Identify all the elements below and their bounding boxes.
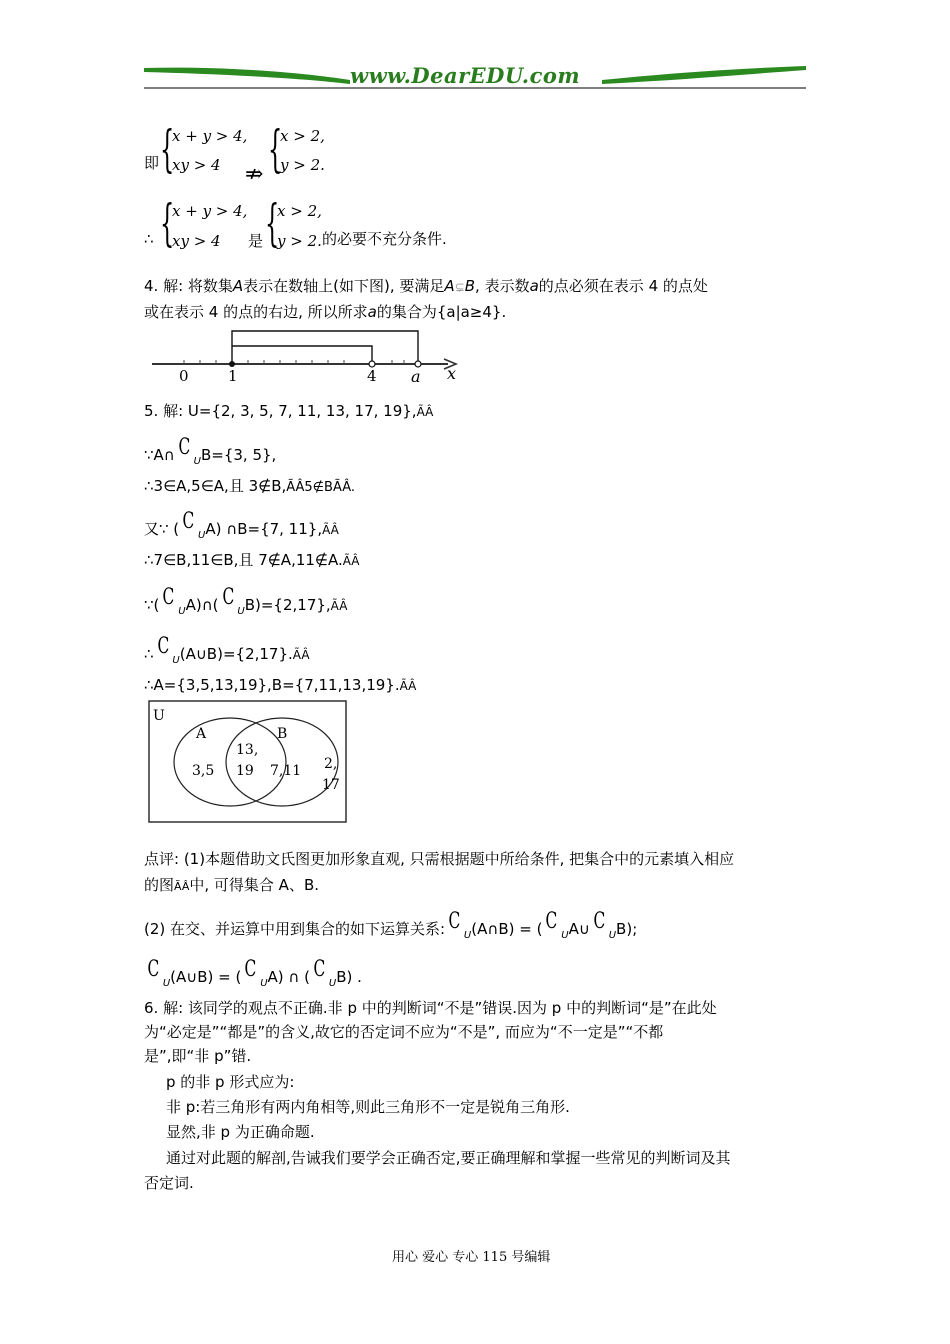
venn-a-only: 3,5	[192, 763, 215, 779]
q5-line6: ∵( $C_UA)\cap$( $C_UB)=\{2,17\},ÃÂ$	[144, 585, 348, 617]
block2-prefix: ∴	[144, 230, 154, 248]
garbled-glyph: ÃÂ	[416, 405, 434, 419]
q6-line3: 是”,即“非 p”错.	[144, 1047, 252, 1065]
comment-line4: $C_U(A\cup B)$ = ( $C_UA$) ∩ ( $C_UB$) .	[147, 957, 362, 989]
venn-svg	[148, 700, 348, 824]
complement-symbol: C	[545, 909, 558, 934]
q6-line6: 显然,非 p 为正确命题.	[166, 1123, 315, 1141]
complement-symbol: C	[448, 909, 461, 934]
block1-prefix: 即	[144, 154, 160, 172]
venn-outside-1: 2,	[324, 756, 338, 772]
complement-symbol: C	[157, 634, 169, 659]
right-brace: {	[268, 120, 283, 178]
block1-right-row1: x > 2,	[280, 127, 325, 145]
tick-label-0: 0	[179, 367, 189, 385]
q6-line5: 非 p:若三角形有两内角相等,则此三角形不一定是锐角三角形.	[166, 1098, 570, 1116]
block2-right-row1: x > 2,	[277, 202, 322, 220]
complement-symbol: C	[178, 435, 191, 460]
complement-symbol: C	[182, 509, 195, 534]
axis-label-x: x	[447, 364, 457, 383]
venn-outside-2: 17	[322, 777, 340, 793]
not-implies-symbol: ⇏	[245, 162, 264, 187]
comment-line3: (2) 在交、并运算中用到集合的如下运算关系: $C_U(A\cap B)$ = ( $C_UA\cup$ $C_UB$);	[144, 909, 638, 941]
right-brace: {	[265, 194, 280, 252]
comment-line2: 的图ÃÂ中, 可得集合 A、B.	[144, 876, 319, 894]
q6-line2: 为“必定是”“都是”的含义,故它的否定词不应为“不是”, 而应为“不一定是”“不都	[144, 1023, 664, 1041]
tick-label-4: 4	[367, 367, 377, 385]
block2-mid: 是	[248, 232, 264, 250]
left-brace: {	[160, 194, 175, 252]
proper-subset-symbol: ⊊	[454, 280, 465, 294]
block2-right-row2: y > 2.	[277, 232, 322, 250]
block1-left-row2: xy > 4	[172, 156, 221, 174]
left-brace: {	[160, 120, 175, 178]
complement-symbol: C	[244, 957, 257, 982]
tick-label-a: a	[411, 367, 421, 386]
complement-symbol: C	[147, 957, 160, 982]
venn-set-a-label: A	[196, 726, 207, 742]
venn-intersection-1: 13,	[236, 742, 259, 758]
page-footer: 用心 爱心 专心 115 号编辑	[392, 1250, 551, 1265]
venn-b-only: 7,11	[270, 763, 302, 779]
block2-left-row2: xy > 4	[172, 232, 221, 250]
venn-intersection-2: 19	[236, 763, 254, 779]
q5-line5: ∴7∈B,11∈B,且 7∉A,11∉A.ÃÂ	[144, 551, 360, 569]
tick-label-1: 1	[228, 367, 238, 385]
complement-symbol: C	[162, 585, 175, 610]
block1-right-row2: y > 2.	[280, 156, 325, 174]
block1-left-row1: x + y > 4,	[172, 127, 248, 145]
complement-symbol: C	[593, 909, 606, 934]
header-site-name: www.DearEDU.com	[350, 63, 581, 88]
q5-line8: ∴A={3,5,13,19},B={7,11,13,19}.ÃÂ	[144, 676, 417, 694]
q5-line3: ∴3∈A,5∈A,且 3∉B,ÃÂ5∉BÃÂ.	[144, 477, 355, 495]
block2-suffix: 的必要不充分条件.	[322, 230, 447, 248]
q6-line4: p 的非 p 形式应为:	[166, 1073, 295, 1091]
q6-line8: 否定词.	[144, 1174, 194, 1192]
complement-symbol: C	[313, 957, 326, 982]
venn-universe-label: U	[153, 708, 165, 724]
q6-line1: 6. 解: 该同学的观点不正确.非 p 中的判断词“不是”错误.因为 p 中的判断词“是”在此处	[144, 999, 717, 1017]
q4-line1: 4. 解: 将数集A表示在数轴上(如下图), 要满足A⊊B, 表示数a的点必须在表示 4 的点处	[144, 277, 708, 295]
block2-left-row1: x + y > 4,	[172, 202, 248, 220]
venn-set-b-label: B	[277, 726, 288, 742]
q5-line2: ∵A∩ $C_UB=\{3$, 5},	[144, 435, 277, 467]
q4-line2: 或在表示 4 的点的右边, 所以所求a的集合为{a|a≥4}.	[144, 303, 507, 321]
q5-line1: 5. 解: U={2, 3, 5, 7, 11, 13, 17, 19},ÃÂ	[144, 402, 434, 420]
q5-line4: 又∵ ( $C_UA$) ∩B={7, 11},ÃÂ	[144, 509, 339, 541]
q6-line7: 通过对此题的解剖,告诫我们要学会正确否定,要正确理解和掌握一些常见的判断词及其	[166, 1149, 731, 1167]
complement-symbol: C	[222, 585, 234, 610]
q5-line7: ∴ $C_U(A\cup B)=\{2,17\}.ÃÂ$	[144, 634, 310, 666]
comment-line1: 点评: (1)本题借助文氏图更加形象直观, 只需根据题中所给条件, 把集合中的元素填入相应	[144, 850, 735, 868]
